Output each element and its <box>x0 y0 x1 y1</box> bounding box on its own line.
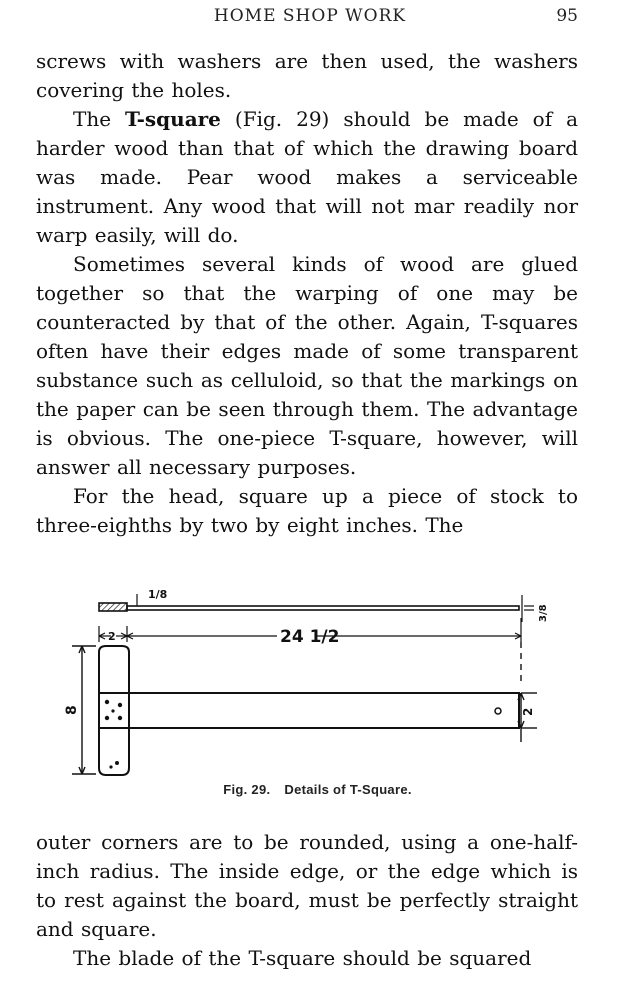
caption-title: Details of T-Square. <box>284 782 412 797</box>
hang-hole <box>495 708 501 714</box>
label-head-length: 8 <box>64 705 80 715</box>
t-square-blade <box>99 693 519 728</box>
label-head-width: 2 <box>108 630 116 643</box>
body-text-lower <box>36 828 578 973</box>
blade-edge <box>127 606 519 610</box>
paragraph-text: The <box>73 107 126 131</box>
t-square-figure <box>62 582 562 782</box>
running-head <box>36 6 584 28</box>
body-text-upper <box>36 47 578 540</box>
head-edge-section <box>99 603 127 611</box>
paragraph-continuation: screws with washers are then used, the washers covering the holes. <box>36 49 578 102</box>
paragraph-glued-woods: Sometimes several kinds of wood are glued together so that the warping of one may be counteracted by that of the other. Again, T-squares often have their edges made of some transparent substance such as celluloid, so that the markings on the paper can be seen through them. The advantage is obvious. The one-piece T-square, however, will answer all necessary purposes. <box>36 252 578 479</box>
page-number: 95 <box>556 6 578 26</box>
term-t-square: T-square <box>125 107 221 131</box>
paragraph-corners: outer corners are to be rounded, using a one-half-inch radius. The inside edge, or the edge which is to rest against the board, must be perfectly straight and square. <box>36 830 578 941</box>
label-blade-length: 24 1/2 <box>280 627 340 647</box>
label-blade-thickness: 1/8 <box>148 588 168 601</box>
figure-caption <box>0 782 635 797</box>
running-head-title: HOME SHOP WORK <box>213 6 407 26</box>
t-square-drawing <box>62 582 562 782</box>
paragraph-blade: The blade of the T-square should be squared <box>73 946 532 970</box>
label-blade-width: 2 <box>521 707 535 716</box>
paragraph-head-stock: For the head, square up a piece of stock to three-eighths by two by eight inches. The <box>36 484 578 537</box>
blade-width-dimension <box>518 642 537 742</box>
paragraph-tsquare-material <box>36 105 578 250</box>
paragraph-text: (Fig. 29) should be made of a harder wood than that of which the drawing board was made. Pear wood makes a serviceable instrument. Any wood that will not mar readily nor warp easily, will do. <box>36 107 578 247</box>
caption-fig-label: Fig. 29. <box>223 782 271 797</box>
screw-dots <box>105 700 122 769</box>
label-head-thickness: 3/8 <box>538 604 549 622</box>
